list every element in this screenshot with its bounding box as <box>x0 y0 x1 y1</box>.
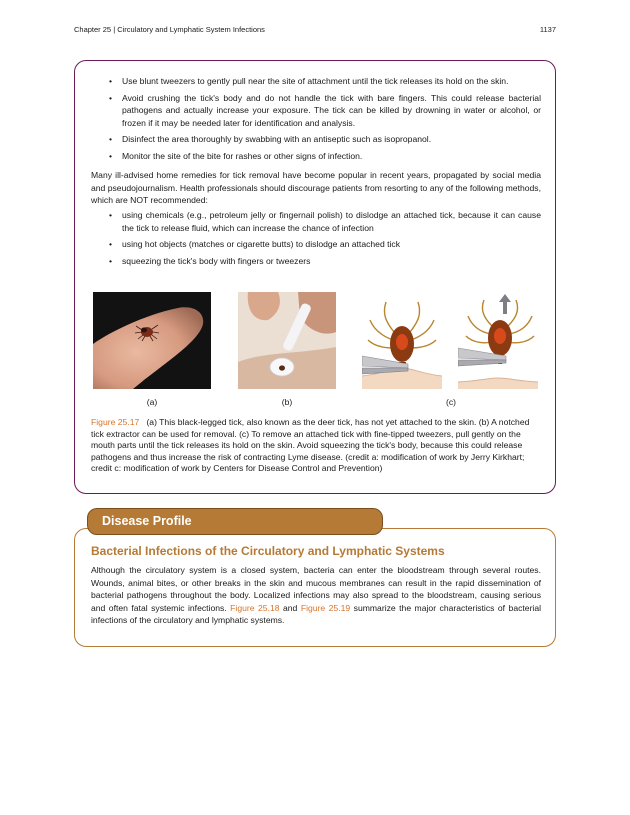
disease-profile-body <box>91 564 541 627</box>
page-header <box>74 25 556 37</box>
figure-caption <box>91 417 541 475</box>
page-number: 1137 <box>539 25 556 34</box>
tick-removal-steps-list <box>109 75 541 167</box>
disease-profile-box <box>74 528 556 647</box>
profile-body-text: Although the circulatory system is a closed system, bacteria can enter the bloodstream through several routes. Wounds, animal bites, or other breaks in the skin and mucous membranes can result in the rapid dissemination of bacterial pathogens throughout the body. Localized infections may also spread to the bloodstream, causing serious and often fatal systemic infections. <box>91 565 541 613</box>
tweezer-grip-diagram <box>362 292 442 389</box>
list-item: • using hot objects (matches or cigarette butts) to dislodge an attached tick <box>109 238 541 251</box>
figure-25-19-link[interactable]: Figure 25.19 <box>300 602 351 613</box>
tick-on-finger-photo <box>93 292 211 389</box>
tick-extractor-photo <box>238 292 336 389</box>
list-item: • Avoid crushing the tick's body and do not handle the tick with bare fingers. This could release bacterial pathogens and actually increase your exposure. The tick can be killed by drowning in water or alcohol, or frozen if it may be needed later for identification and analysis. <box>109 92 541 130</box>
figure-label-b: (b) <box>281 397 293 407</box>
list-item: • using chemicals (e.g., petroleum jelly or fingernail polish) to dislodge an attached tick, because it can cause the tick to release fluid, which can increase the chance of infection <box>109 209 541 234</box>
figure-caption-text: (a) This black-legged tick, also known as the deer tick, has not yet attached to the skin. (b) A notched tick extractor can be used for removal. (c) To remove an attached tick with fine-tipped tweezers, pull gently on the mouth parts until the tick releases its hold on the skin. Avoid squeezing the tick's body, because this could release pathogens and thus increase the risk of contracting Lyme disease. (credit a: modification of work by Jerry Kirkhart; credit c: modification of work by Centers for Disease Control and Prevention) <box>91 417 530 474</box>
chapter-title: Chapter 25 | Circulatory and Lymphatic System Infections <box>74 25 265 34</box>
disease-profile-tab: Disease Profile <box>87 508 383 535</box>
list-item: • Use blunt tweezers to gently pull near the site of attachment until the tick releases its hold on the skin. <box>109 75 541 88</box>
tweezer-pull-diagram <box>458 292 538 389</box>
profile-body-text-end: summarize the major characteristics of bacterial infections of the circulatory and lymphatic systems. <box>91 602 542 626</box>
not-recommended-list <box>109 209 541 271</box>
figure-25-18-link[interactable]: Figure 25.18 <box>230 602 280 613</box>
profile-and-text: and <box>283 602 298 613</box>
list-item: • Monitor the site of the bite for rashes or other signs of infection. <box>109 150 541 163</box>
home-remedies-paragraph: Many ill-advised home remedies for tick removal have become popular in recent years, propagated by social media and pseudojournalism. Health professionals should discourage patients from resorting to any of the following methods, which are NOT recommended: <box>91 170 541 206</box>
list-item: • Disinfect the area thoroughly by swabbing with an antiseptic such as isopropanol. <box>109 133 541 146</box>
figure-label-a: (a) <box>146 397 158 407</box>
figure-number: Figure 25.17 <box>91 417 140 427</box>
disease-profile-title: Bacterial Infections of the Circulatory and Lymphatic Systems <box>91 544 445 558</box>
figure-label-c: (c) <box>445 397 457 407</box>
tick-removal-feature-box <box>74 60 556 494</box>
list-item: • squeezing the tick's body with fingers or tweezers <box>109 255 541 268</box>
